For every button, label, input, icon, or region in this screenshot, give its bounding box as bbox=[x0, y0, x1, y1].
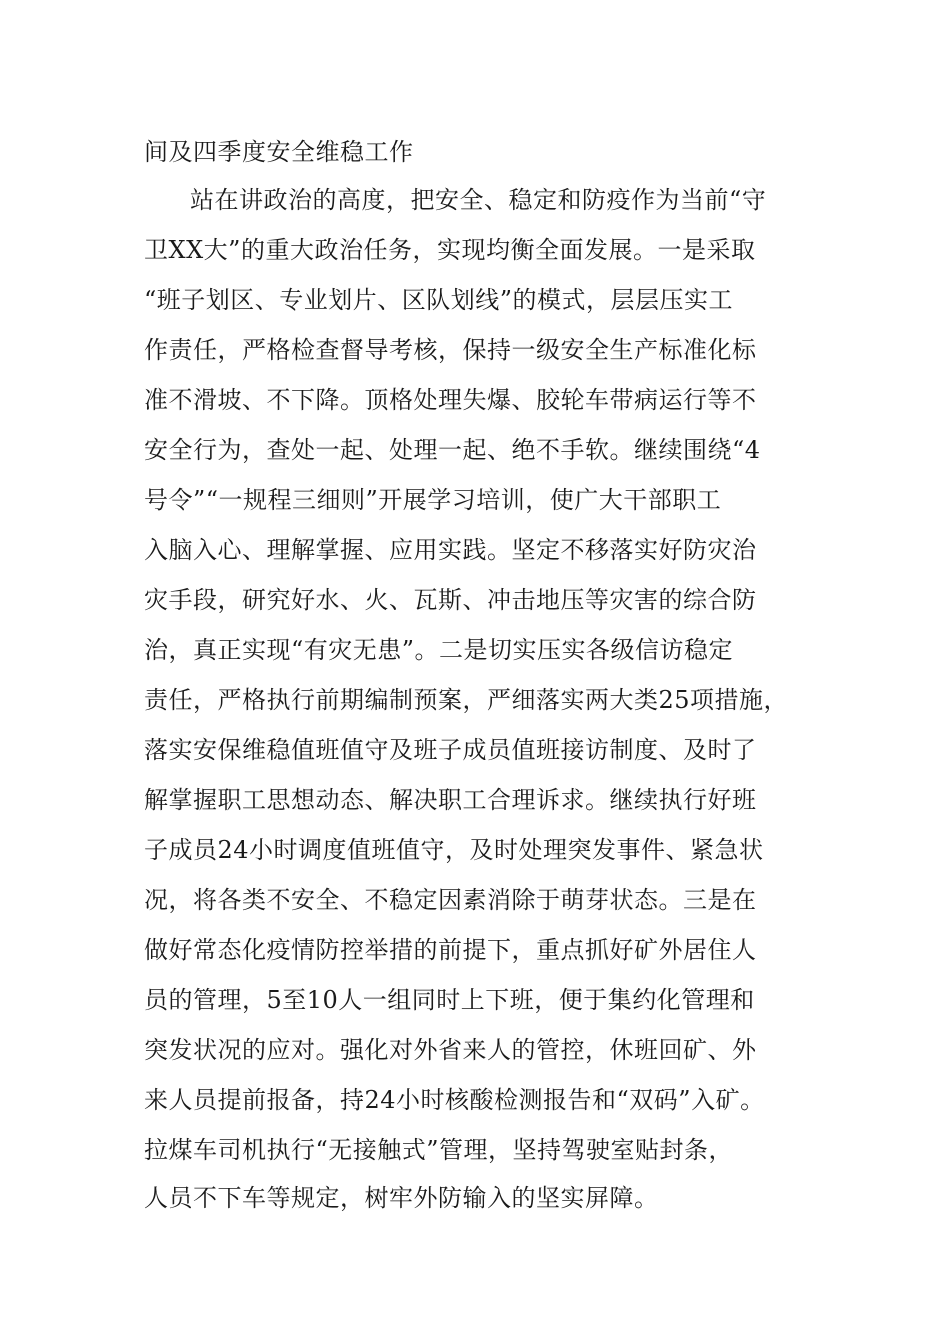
text-line: 灾手段，研究好水、火、瓦斯、冲击地压等灾害的综合防 bbox=[144, 586, 757, 614]
text-line: 来人员提前报备，持24小时核酸检测报告和“双码”入矿。 bbox=[144, 1086, 765, 1114]
text-line: 作责任，严格检查督导考核，保持一级安全生产标准化标 bbox=[144, 336, 757, 364]
text-line: 人员不下车等规定，树牢外防输入的坚实屏障。 bbox=[144, 1184, 659, 1212]
text-line: 卫XX大”的重大政治任务，实现均衡全面发展。一是采取 bbox=[144, 236, 756, 264]
text-line: “班子划区、专业划片、区队划线”的模式，层层压实工 bbox=[144, 286, 734, 314]
text-line: 解掌握职工思想动态、解决职工合理诉求。继续执行好班 bbox=[144, 786, 757, 814]
text-line: 拉煤车司机执行“无接触式”管理，坚持驾驶室贴封条， bbox=[144, 1136, 734, 1164]
text-line: 落实安保维稳值班值守及班子成员值班接访制度、及时了 bbox=[144, 736, 757, 764]
text-line: 入脑入心、理解掌握、应用实践。坚定不移落实好防灾治 bbox=[144, 536, 757, 564]
text-line-heading-continuation: 间及四季度安全维稳工作 bbox=[144, 138, 414, 166]
text-line: 责任，严格执行前期编制预案，严细落实两大类25项措施， bbox=[144, 686, 789, 714]
text-line-paragraph-start: 站在讲政治的高度，把安全、稳定和防疫作为当前“守 bbox=[190, 186, 767, 214]
text-line: 治，真正实现“有灾无患”。二是切实压实各级信访稳定 bbox=[144, 636, 734, 664]
text-line: 做好常态化疫情防控举措的前提下，重点抓好矿外居住人 bbox=[144, 936, 757, 964]
text-line: 子成员24小时调度值班值守，及时处理突发事件、紧急状 bbox=[144, 836, 764, 864]
text-line: 号令”“一规程三细则”开展学习培训，使广大干部职工 bbox=[144, 486, 722, 514]
text-line: 员的管理，5至10人一组同时上下班，便于集约化管理和 bbox=[144, 986, 755, 1014]
text-line: 安全行为，查处一起、处理一起、绝不手软。继续围绕“4 bbox=[144, 436, 761, 464]
text-line: 准不滑坡、不下降。顶格处理失爆、胶轮车带病运行等不 bbox=[144, 386, 757, 414]
text-line: 突发状况的应对。强化对外省来人的管控，休班回矿、外 bbox=[144, 1036, 757, 1064]
text-line: 况，将各类不安全、不稳定因素消除于萌芽状态。三是在 bbox=[144, 886, 757, 914]
